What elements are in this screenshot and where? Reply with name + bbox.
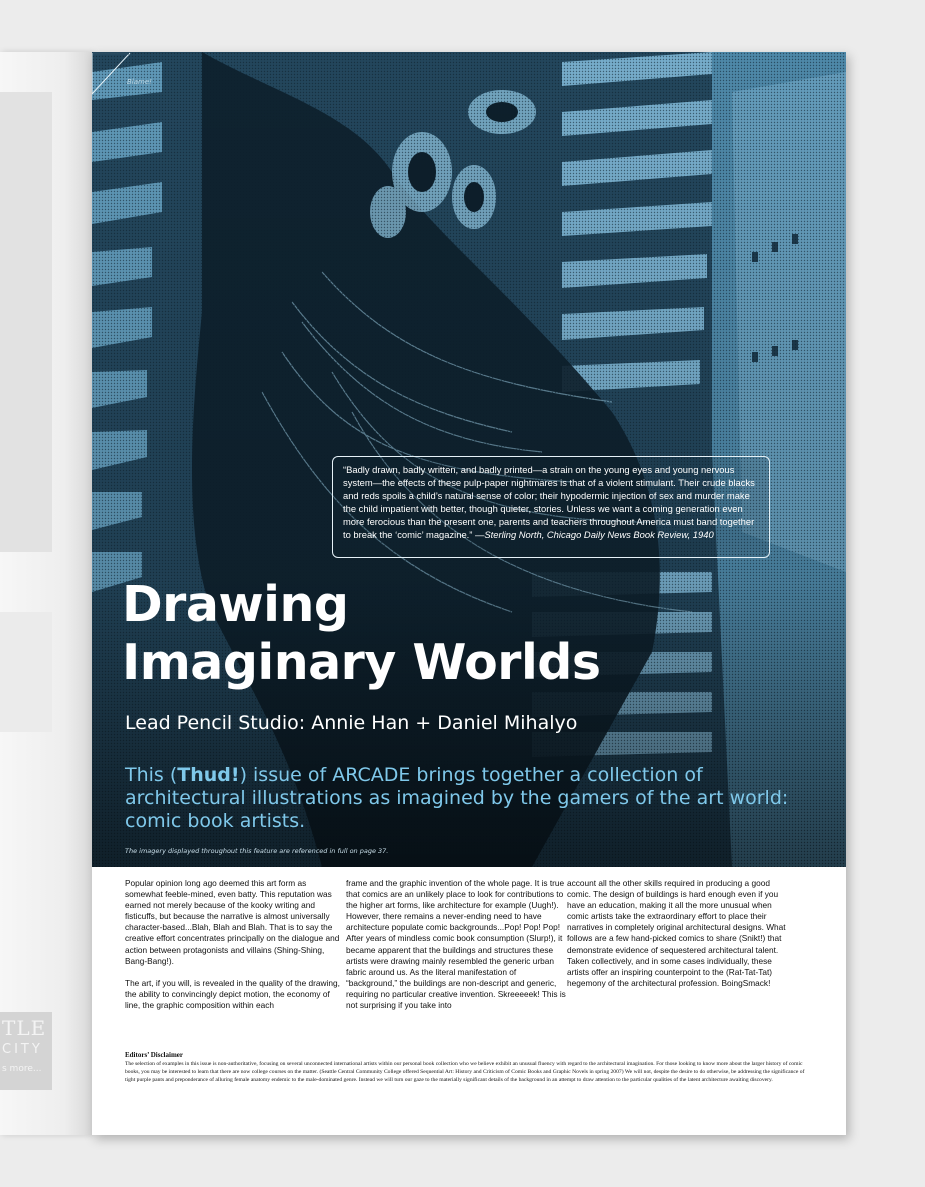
disclaimer-body: The selection of examples in this issue is non-authoritative, focusing on several unconnected international artists within our personal book collection who we believe exhibit an unusual fluency with regard to the architectural imagination. For those looking to know more about the larger history of comic books, you may be interested to learn that there are now college courses on the matter. (Seattle Central Community College offered Sequential Art: History and Criticism of Comic Books and Graphic Novels in spring 2007) We will not, despite the desire to do otherwise, be addressing the significance of tight purple pants and preponderance of alluring female anatomy endemic to the male-dominated genre. Instead we will turn our gaze to the materially significant details of the background in an attempt to draw attention to the particular qualities of the latent architecture awaiting discovery.: [125, 1061, 805, 1083]
body-paragraph: The art, if you will, is revealed in the quality of the drawing, the ability to convincingly depict motion, the economy of line, the graphic composition within each: [125, 977, 340, 1010]
lede-start: This (: [125, 764, 178, 786]
body-column-2: [346, 878, 566, 1022]
article-lede: [125, 764, 815, 833]
quote-paragraph: [343, 463, 763, 541]
quote-text: “Badly drawn, badly written, and badly printed—a strain on the young eyes and young nervous system—the effects of these pulp-paper nightmares is that of a violent stimulant. Their crude blacks and reds spoils a child’s natural sense of color; their hypodermic injection of sex and murder make the child impatient with better, though quieter, stories. Unless we want a coming generation even more ferocious than the present one, parents and teachers throughout America must band together to break the ‘comic’ magazine.”: [343, 464, 755, 540]
body-paragraph: account all the other skills required in producing a good comic. The design of buildings is hard enough even if you have an education, making it all the more unusual when comic artists take the extraordinary effort to place their narratives in completely original architectural designs. What follows are a few hand-picked comics to share (Snikt!) that demonstrate evidence of sequestered architectural talent. Taken collectively, and in some cases individually, these artists offer an inspiring counterpoint to the (Rat-Tat-Tat) hegemony of the architectural profession. BoingSmack!: [567, 878, 786, 988]
lede-thud: Thud!: [177, 764, 240, 786]
speech-bubble-tail: [92, 52, 132, 96]
magazine-page: [92, 52, 846, 1135]
editors-disclaimer: [125, 1051, 815, 1084]
left-facing-page: [0, 52, 92, 1135]
body-paragraph: Popular opinion long ago deemed this art form as somewhat feeble-mined, even batty. This reputation was earned not merely because of the kooky writing and fisticuffs, but because the narrative is almost universally character-based...Blah, Blah and Blah. That is to say the creative effort concentrates principally on the dialogue and action between protagonists and villains (Shing-Shing, Bang-Bang!).: [125, 878, 340, 966]
quote-attribution: —Sterling North, Chicago Daily News Book Review, 1940: [475, 529, 714, 540]
left-page-masthead-sub: CITY: [2, 1042, 43, 1057]
lede-end: ) issue of ARCADE brings together a collection of architectural illustrations as imagined by the gamers of the art world: comic book artists.: [125, 764, 789, 832]
body-column-1: [125, 878, 345, 1022]
image-credit: Blame!: [127, 78, 152, 86]
title-line-2: Imaginary Worlds: [122, 634, 601, 691]
article-body: [125, 878, 825, 1028]
article-title: [122, 576, 601, 692]
body-paragraph: frame and the graphic invention of the whole page. It is true that comics are an unlikely place to look for contributions to the higher art forms, like architecture for example (Uugh!). However, there remains a never-ending need to have architecture populate comic backgrounds...Pop! Pop! Pop! After years of mindless comic book consumption (Slurp!), it became apparent that the buildings and structures these artists were drawing mainly resembled the generic urban fabric around us. As the literal manifestation of “background,” the buildings are non-descript and generic, requiring no particular creative invention. Skreeeeek! This is not surprising if you take into: [346, 878, 566, 1011]
left-page-masthead-block: [0, 1012, 52, 1090]
title-line-1: Drawing: [122, 576, 349, 633]
article-byline: Lead Pencil Studio: Annie Han + Daniel Mihalyo: [125, 712, 578, 734]
speech-bubble-quote: [332, 456, 770, 558]
body-column-3: [567, 878, 787, 1000]
left-page-more-link[interactable]: s more...: [2, 1064, 42, 1074]
disclaimer-title: Editors’ Disclaimer: [125, 1051, 183, 1059]
left-page-image-block-2: [0, 612, 52, 732]
imagery-reference-note: The imagery displayed throughout this feature are referenced in full on page 37.: [125, 847, 389, 855]
left-page-masthead: TLE: [2, 1016, 47, 1040]
left-page-image-block: [0, 92, 52, 552]
hero-illustration: [92, 52, 846, 867]
